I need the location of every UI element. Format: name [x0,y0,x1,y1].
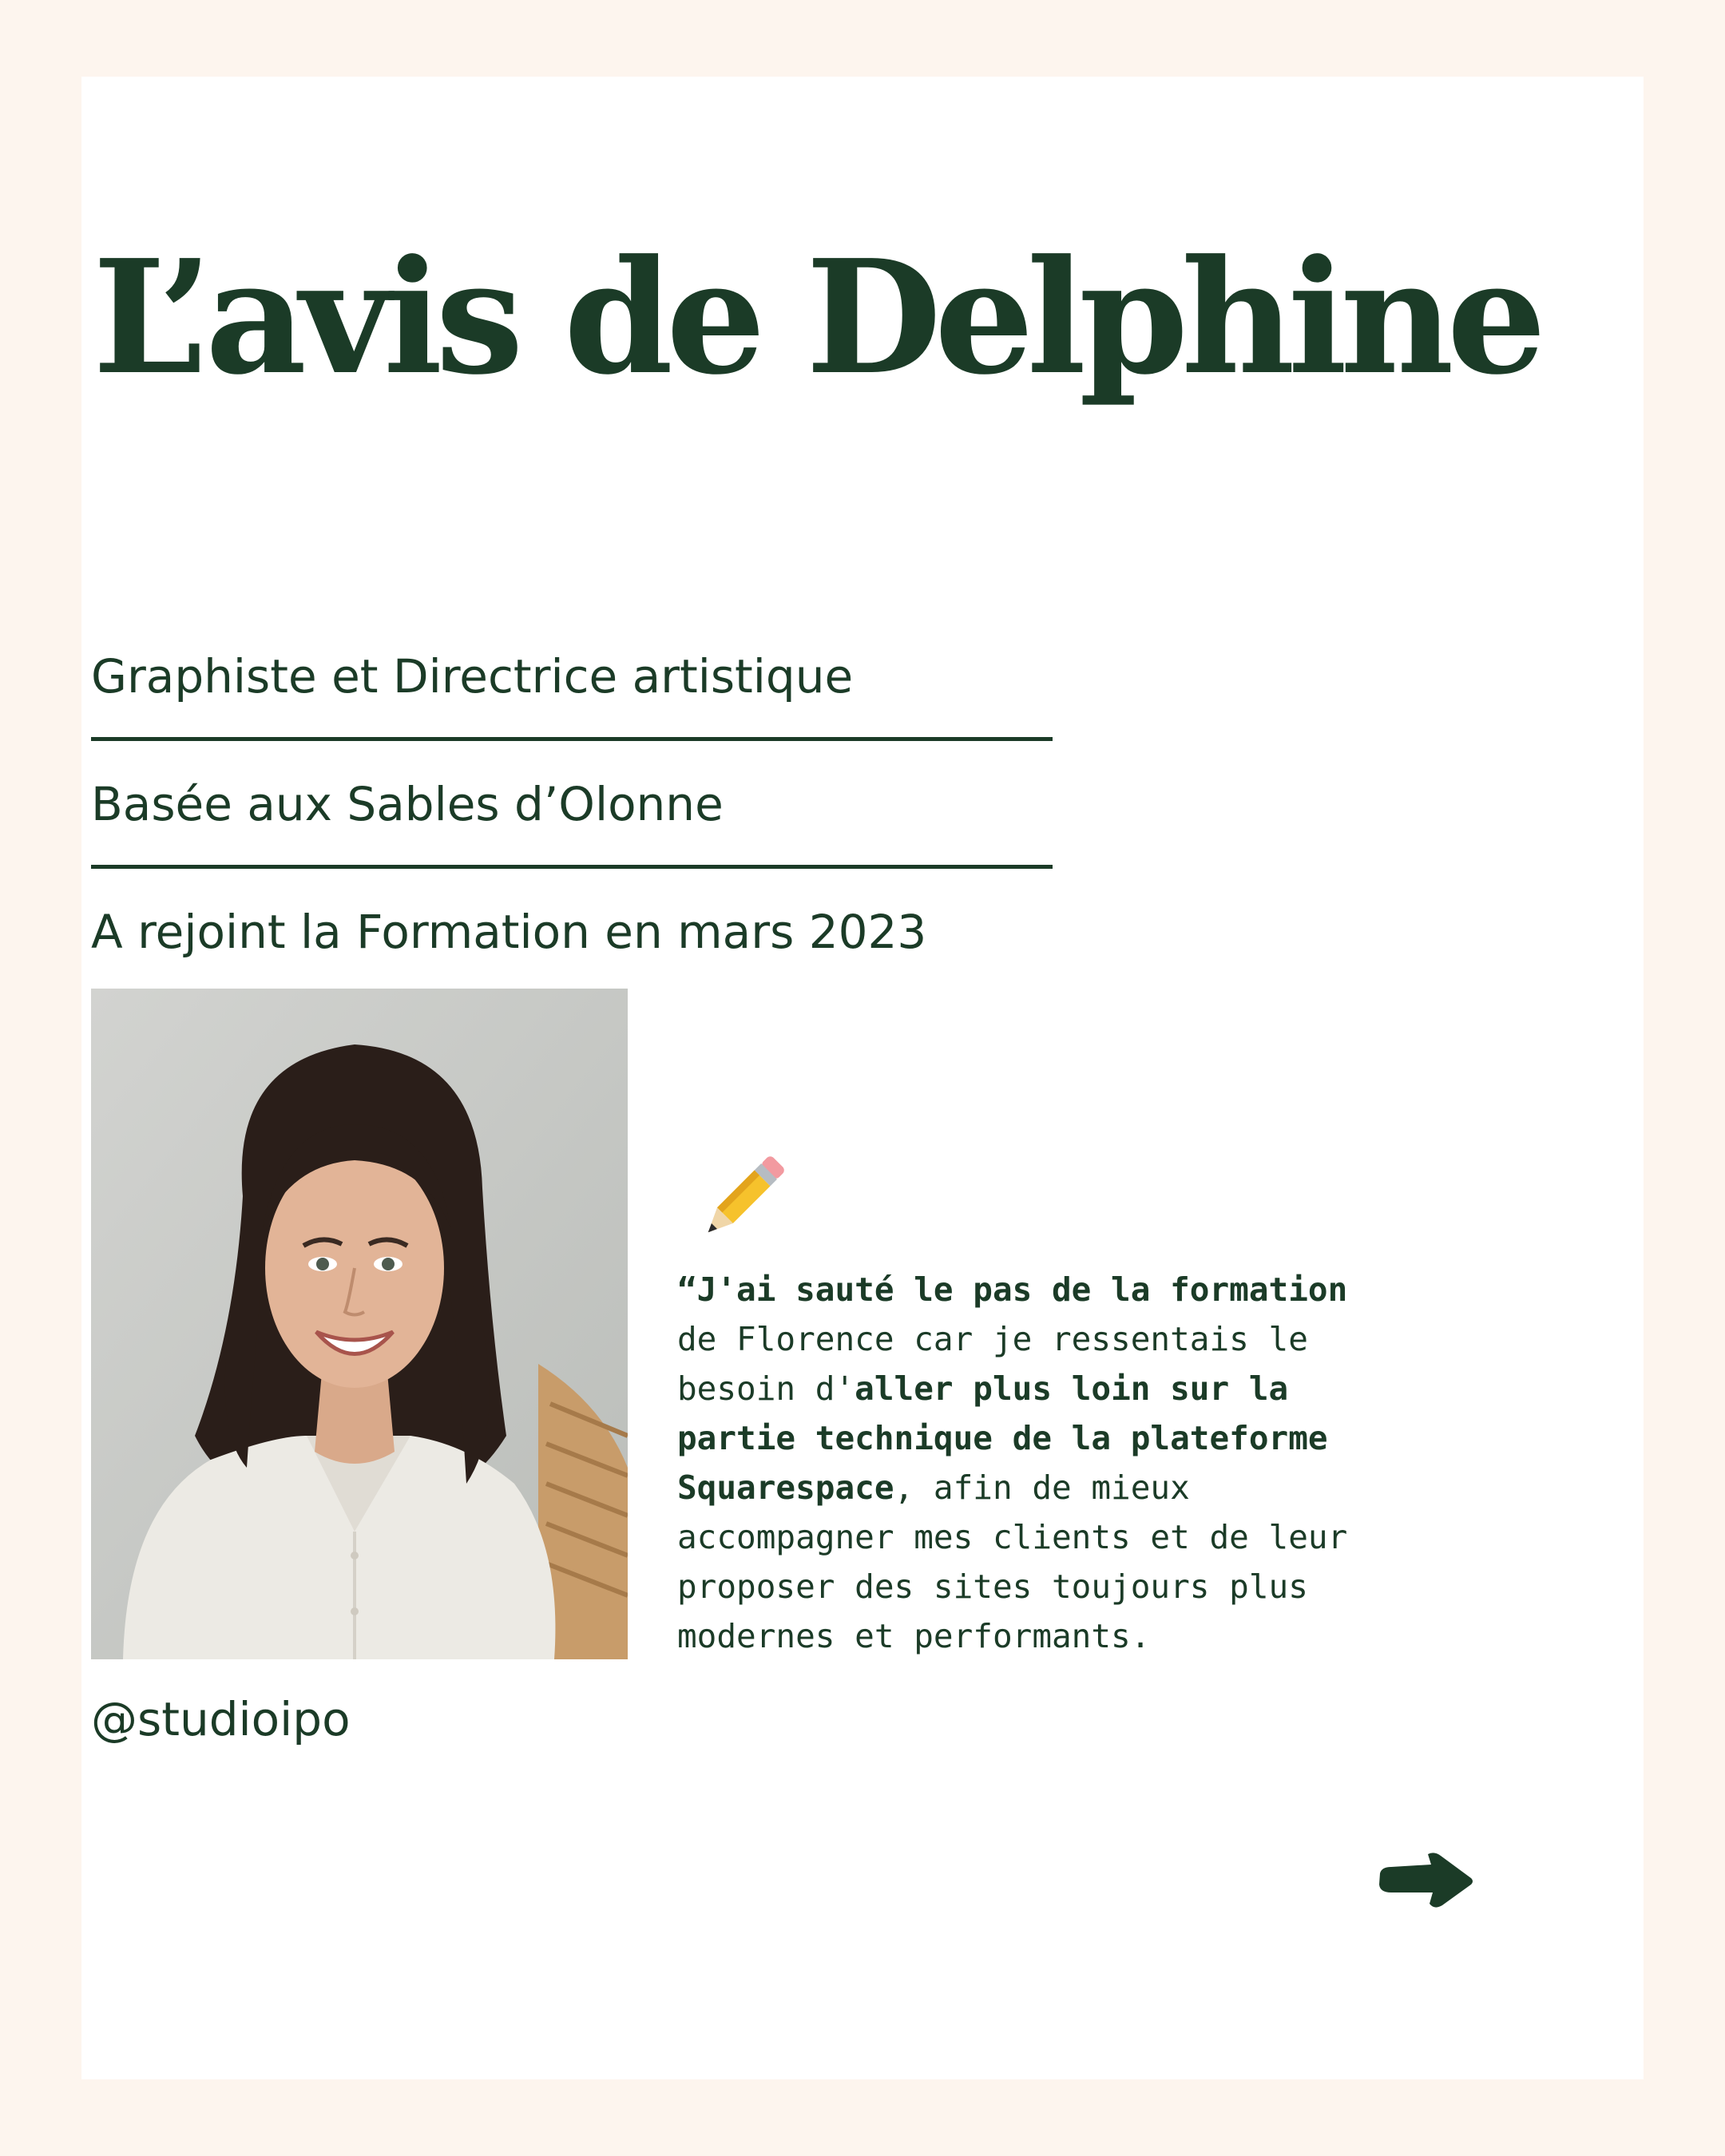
testimonial-quote [677,1265,1500,1661]
arrow-right-icon[interactable] [1375,1851,1474,1908]
quote-text: , afin de mieux [894,1468,1190,1507]
quote-text: proposer des sites toujours plus [677,1567,1308,1606]
quote-line [677,1611,1500,1661]
quote-text: modernes et performants. [677,1617,1151,1655]
info-location: Basée aux Sables d’Olonne [91,777,724,831]
quote-line [677,1562,1500,1611]
portrait-illustration [91,989,628,1659]
info-role: Graphiste et Directrice artistique [91,649,854,703]
quote-emphasis: partie technique de la plateforme [677,1419,1328,1457]
instagram-handle: @studioipo [91,1692,351,1746]
quote-text: de Florence car je ressentais le [677,1320,1308,1358]
quote-line [677,1364,1500,1413]
pencil-icon [692,1151,789,1249]
divider [91,865,1053,869]
divider [91,737,1053,741]
quote-line [677,1512,1500,1562]
quote-line [677,1413,1500,1463]
quote-emphasis: Squarespace [677,1468,894,1507]
quote-line [677,1463,1500,1512]
quote-line [677,1314,1500,1364]
quote-emphasis: “J'ai sauté le pas de la formation [677,1270,1348,1309]
quote-text: accompagner mes clients et de leur [677,1518,1348,1556]
info-joined: A rejoint la Formation en mars 2023 [91,905,927,959]
quote-line [677,1265,1500,1314]
quote-emphasis: aller plus loin sur la [855,1369,1289,1408]
portrait-photo [91,989,628,1659]
page-title: L’avis de Delphine [93,226,1540,410]
quote-text: besoin d' [677,1369,855,1408]
